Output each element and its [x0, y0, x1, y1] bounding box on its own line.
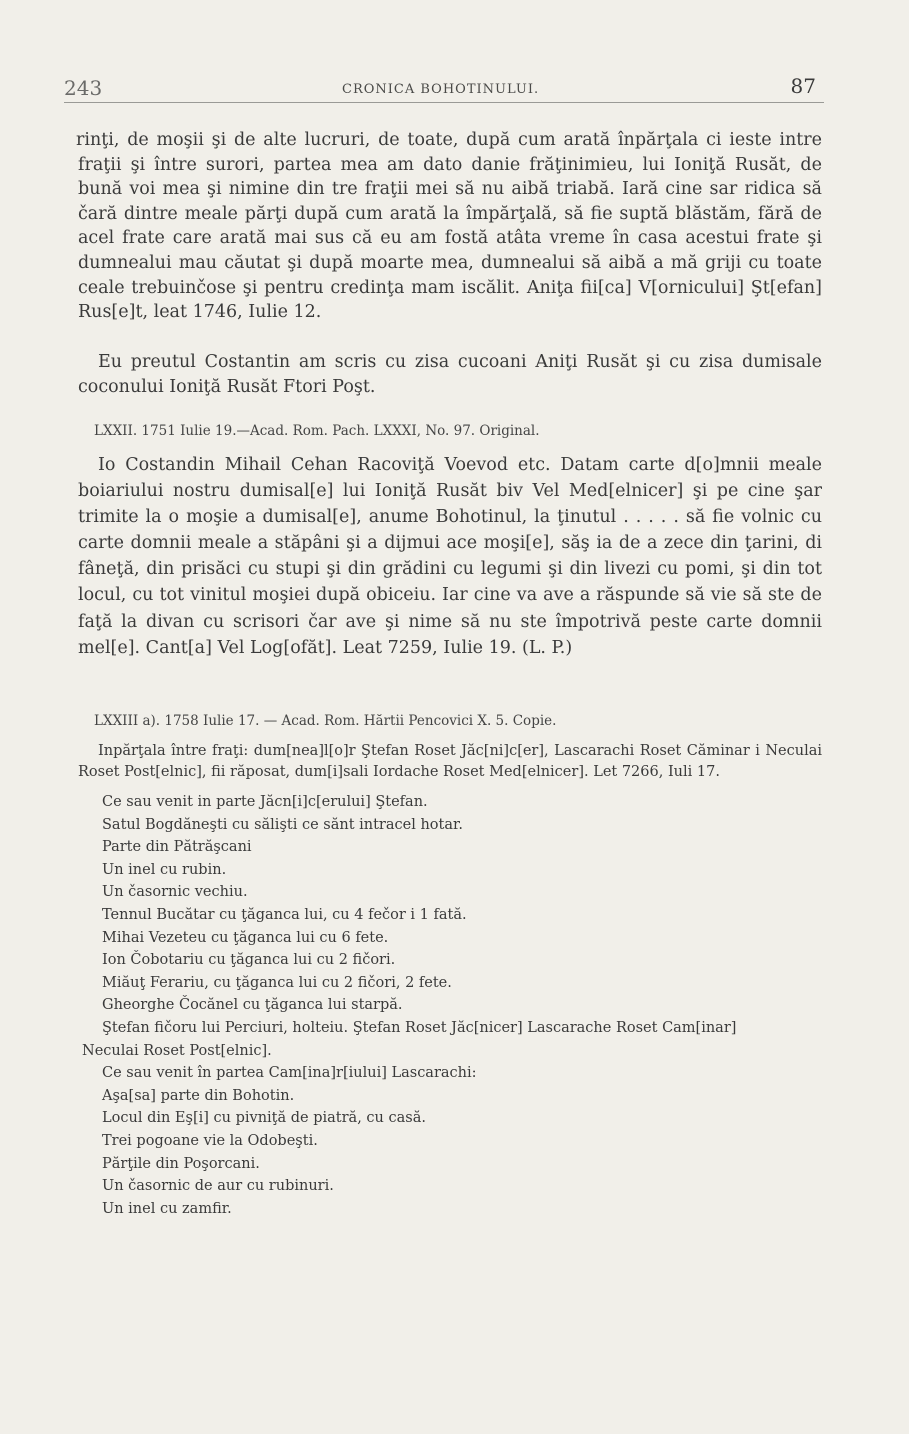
list-line: Satul Bogdăneşti cu sălişti ce sănt intracel hotar. — [102, 816, 463, 833]
list-line: Mihai Vezeteu cu ţăganca lui cu 6 fete. — [102, 929, 389, 946]
list-line: Locul din Eş[i] cu pivniţă de piatră, cu casă. — [102, 1110, 426, 1127]
paragraph-continuation: rinţi, de moşii şi de alte lucruri, de toate, după cum arată înpărţala ci ieste intre fraţii şi între surori, partea mea am dato danie frăţinimieu, lui Ioniţă Rusăt, de bună voi mea şi nimine din tre fraţii mei să nu aibă triabă. Iară cine sar ridica să čară dintre meale părţi după cum arată la împărţală, să fie suptă blăstăm, fără de acel frate care arată mai sus că eu am fostă atâta vreme în casa acestui frate şi dumnealui mau căutat şi după moarte mea, dumnealui să aibă a mă griji cu toate ceale trebuinčose şi pentru credinţa mam iscălit. Aniţa fii[ca] V[ornicului] Şt[efan] Rus[e]t, leat 1746, Iulie 12. — [76, 130, 822, 323]
list-line: Aşa[sa] parte din Bohotin. — [102, 1087, 295, 1104]
list-line: Un inel cu rubin. — [102, 861, 227, 878]
list-line: Un inel cu zamfir. — [102, 1200, 232, 1217]
list-line: Părţile din Poşorcani. — [102, 1155, 260, 1172]
list-line: Parte din Pătrăşcani — [102, 839, 252, 856]
list-line-continuation: Neculai Roset Post[elnic]. — [82, 1042, 272, 1059]
list-line: Ştefan fičoru lui Perciuri, holteiu. Ştefan Roset Jăc[nicer] Lascarache Roset Cam[inar] — [102, 1019, 737, 1036]
running-header — [64, 72, 824, 103]
list-line: Ion Čobotariu cu ţăganca lui cu 2 fičori. — [102, 952, 396, 969]
list-line: Gheorghe Čocănel cu ţăganca lui starpă. — [102, 997, 403, 1014]
list-line: Miăuţ Ferariu, cu ţăganca lui cu 2 fičori, 2 fete. — [102, 974, 452, 991]
paragraph-charter: Io Costandin Mihail Cehan Racoviţă Voevod etc. Datam carte d[o]mnii meale boiariului nostru dumisal[e] lui Ioniţă Rusăt biv Vel Med[elnicer] şi pe cine şar trimite la o moşie a dumisal[e], anume Bohotinul, la ţinutul . . . . . să fie volnic cu carte domnii meale a stăpâni şi a dijmui ace moşi[e], săş ia de a zece din ţarini, di fâneţă, din prisăci cu stupi şi din grădini cu legumi şi din livezi cu pomi, şi din tot locul, cu tot vinitul moşiei după obiceiu. Iar cine va ave a răspunde să vie să ste de faţă la divan cu scrisori čar ave şi nime să nu ste împotrivă peste carte domnii mel[e]. Cant[a] Vel Log[ofăt]. Leat 7259, Iulie 19. (L. P.) — [78, 455, 822, 658]
list-line: Ce sau venit in parte Jăcn[i]c[erului] Ştefan. — [102, 794, 428, 810]
document-reference-lxxiii: LXXIII a). 1758 Iulie 17. — Acad. Rom. Hărtii Pencovici X. 5. Copie. — [94, 713, 557, 729]
paragraph-scribe-note: Eu preutul Costantin am scris cu zisa cucoani Aniţi Rusăt şi cu zisa dumisale coconului Ioniţă Rusăt Ftori Poşt. — [78, 352, 822, 397]
list-line: Trei pogoane vie la Odobeşti. — [102, 1132, 318, 1149]
old-page-number: 243 — [64, 76, 103, 100]
page-number: 87 — [790, 74, 816, 98]
list-line: Un časornic vechiu. — [102, 884, 248, 901]
document-reference-lxxii: LXXII. 1751 Iulie 19.—Acad. Rom. Pach. LXXXI, No. 97. Original. — [94, 423, 540, 439]
list-line: Un časornic de aur cu rubinuri. — [102, 1178, 334, 1195]
paragraph-division-intro: Inpărţala între fraţi: dum[nea]l[o]r Ştefan Roset Jăc[ni]c[er], Lascarachi Roset Căminar i Neculai Roset Post[elnic], fii răposat, dum[i]sali Iordache Roset Med[elnicer]. Let 7266, Iuli 17. — [78, 743, 822, 780]
list-line: Tennul Bucătar cu ţăganca lui, cu 4 fečor i 1 fată. — [102, 906, 467, 923]
running-title: CRONICA BOHOTINULUI. — [342, 82, 540, 97]
list-line: Ce sau venit în partea Cam[ina]r[iului] Lascarachi: — [102, 1065, 477, 1082]
inventory-list — [82, 791, 862, 1220]
